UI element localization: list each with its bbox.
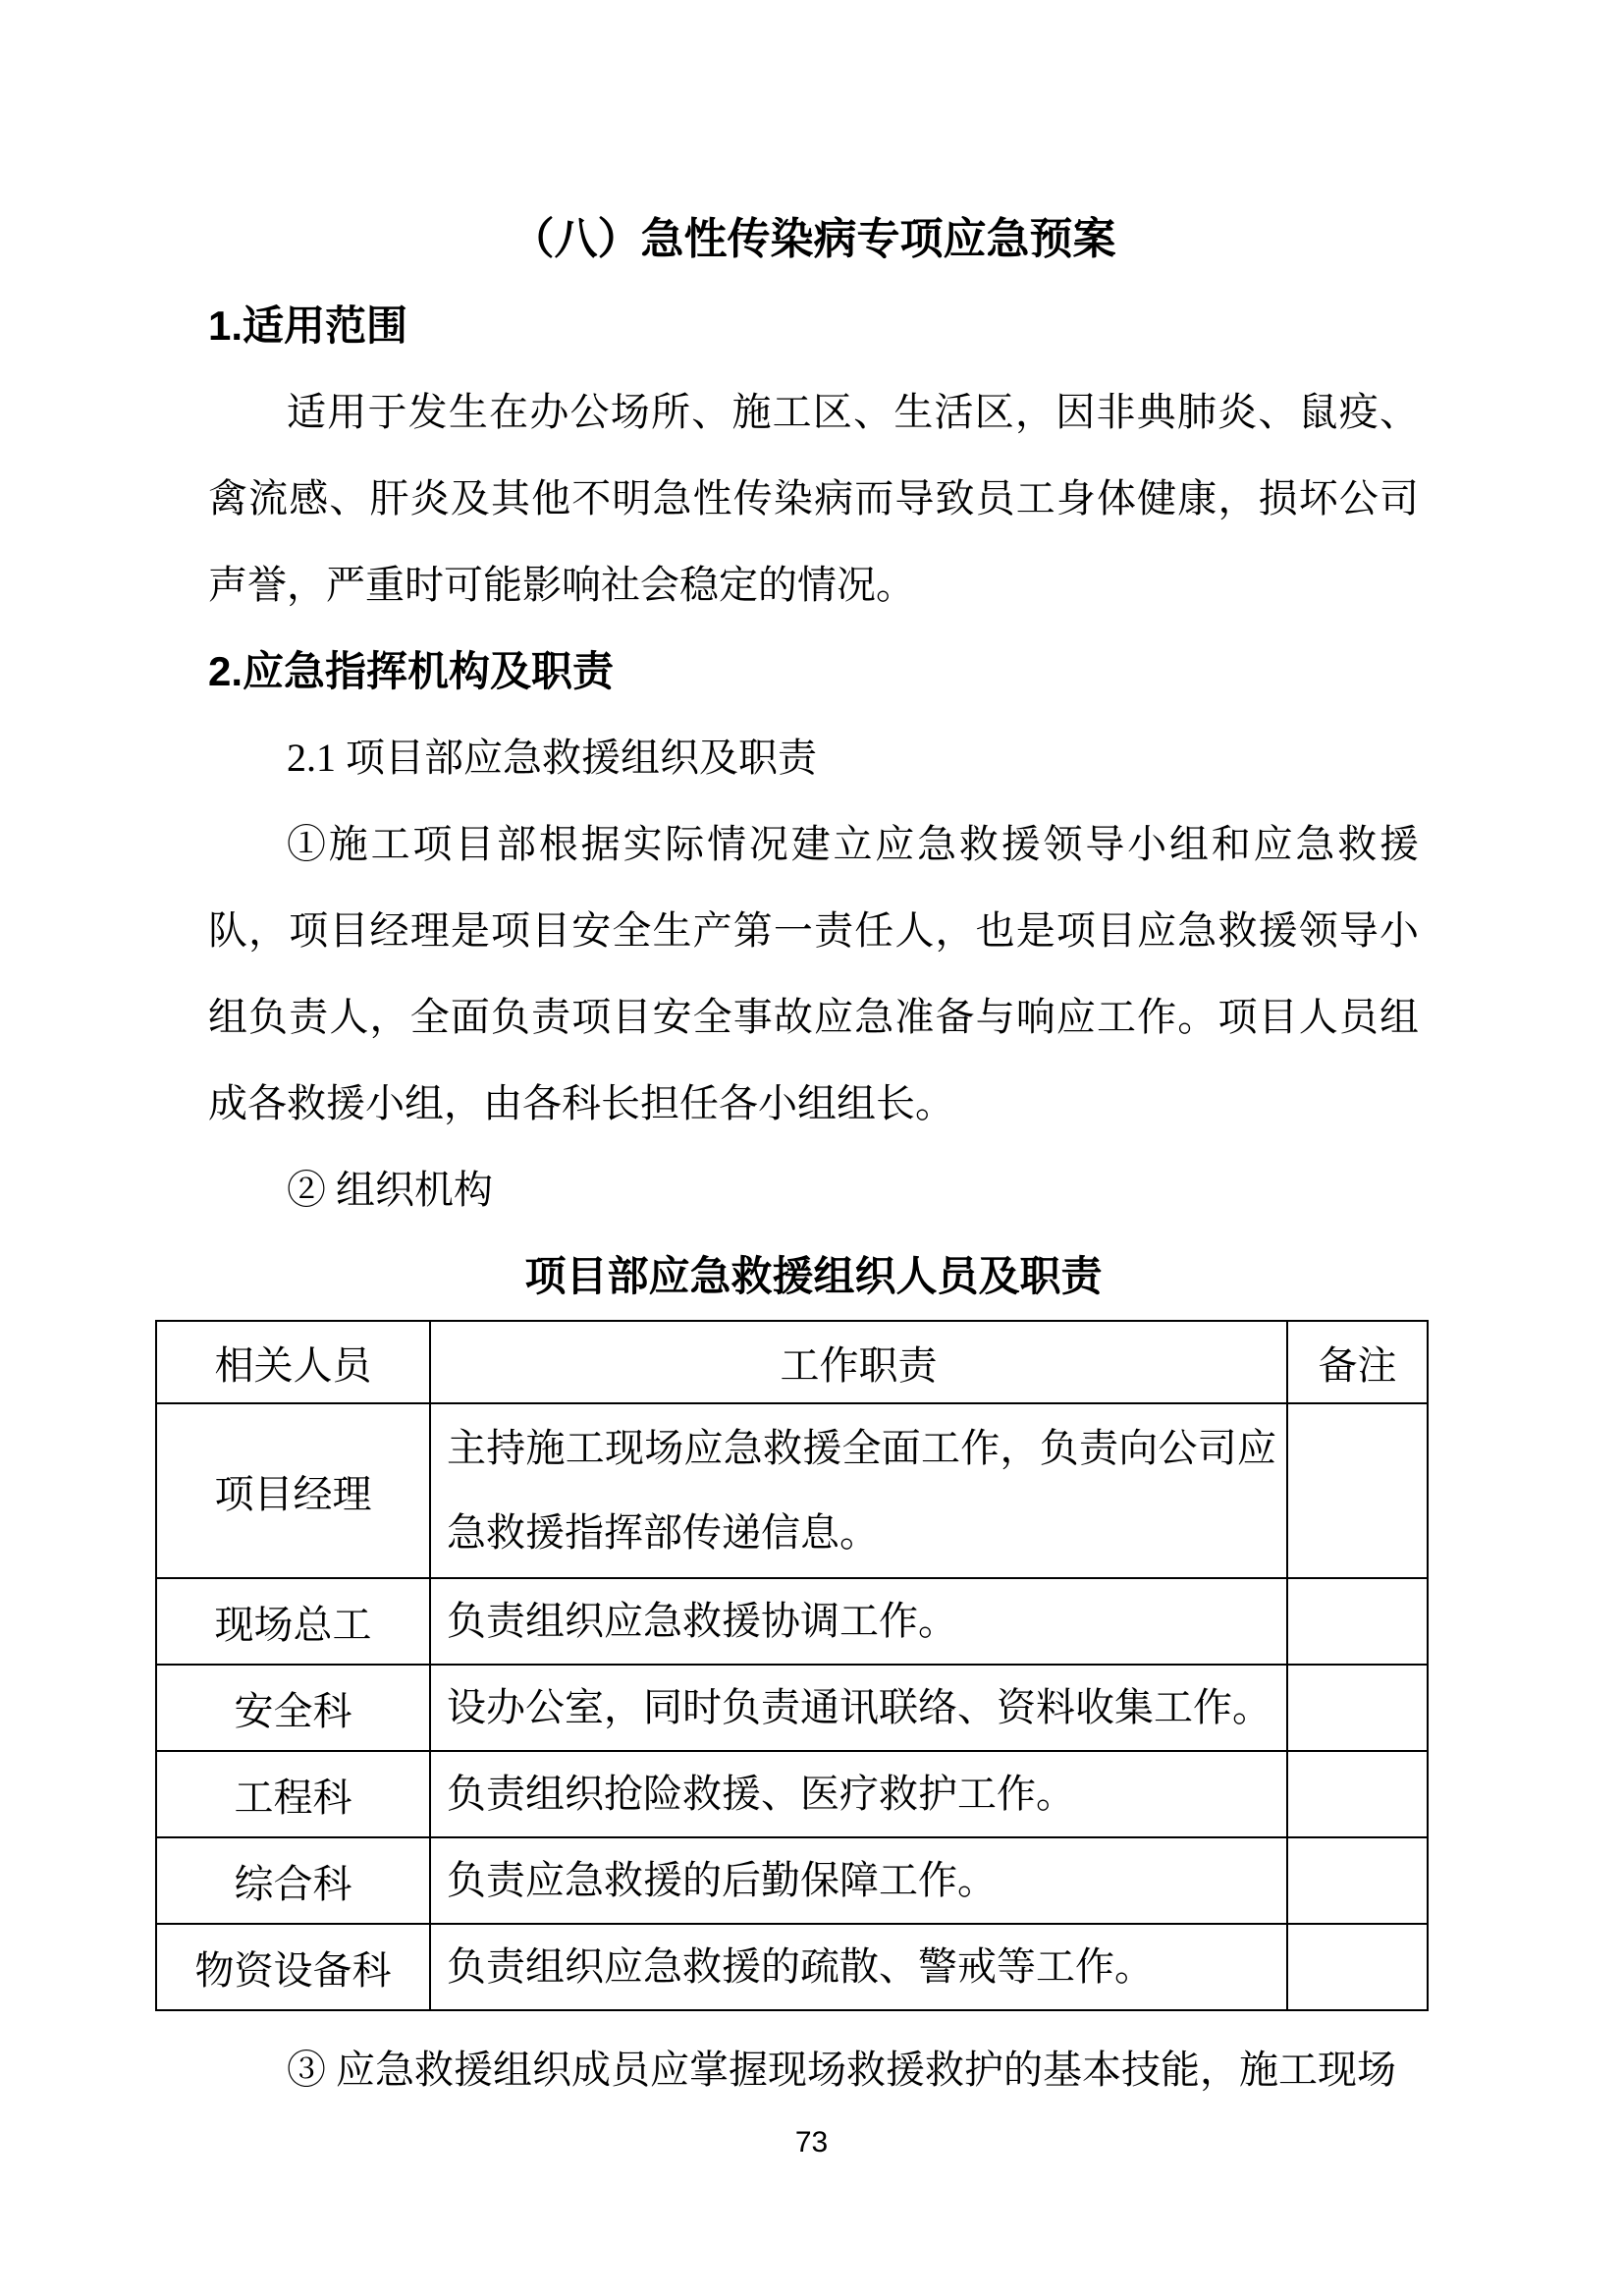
duty-cell: 负责组织应急救援的疏散、警戒等工作。 [430, 1924, 1287, 2010]
duty-cell: 负责组织应急救援协调工作。 [430, 1578, 1287, 1665]
note-cell [1287, 1578, 1428, 1665]
note-cell [1287, 1924, 1428, 2010]
column-header-duty: 工作职责 [430, 1321, 1287, 1403]
duty-cell: 负责组织抢险救援、医疗救护工作。 [430, 1751, 1287, 1837]
item-3-paragraph: ③ 应急救援组织成员应掌握现场救援救护的基本技能，施工现场 [287, 2048, 1396, 2092]
table-row [156, 1751, 1428, 1837]
subsection-2-1-heading: 2.1 项目部应急救援组织及职责 [287, 736, 817, 780]
item-1-paragraph: ①施工项目部根据实际情况建立应急救援领导小组和应急救援队，项目经理是项目安全生产第一责任人，也是项目应急救援领导小组负责人，全面负责项目安全事故应急准备与响应工作。项目人员组成各救援小组，由各科长担任各小组组长。 [208, 822, 1419, 1125]
column-header-note: 备注 [1287, 1321, 1428, 1403]
section-2-heading: 2.应急指挥机构及职责 [208, 648, 615, 694]
table-header-row [156, 1321, 1428, 1403]
document-title: （八）急性传染病专项应急预案 [511, 215, 1116, 263]
note-cell [1287, 1751, 1428, 1837]
column-header-person: 相关人员 [156, 1321, 430, 1403]
table-row [156, 1578, 1428, 1665]
item-2-paragraph: ② 组织机构 [287, 1168, 493, 1212]
duty-cell: 设办公室，同时负责通讯联络、资料收集工作。 [430, 1665, 1287, 1751]
note-cell [1287, 1837, 1428, 1924]
section-1-heading: 1.适用范围 [208, 302, 408, 349]
table-row [156, 1837, 1428, 1924]
person-cell: 安全科 [156, 1665, 430, 1751]
person-cell: 现场总工 [156, 1578, 430, 1665]
table-row [156, 1403, 1428, 1578]
note-cell [1287, 1403, 1428, 1578]
note-cell [1287, 1665, 1428, 1751]
table-row [156, 1665, 1428, 1751]
person-cell: 综合科 [156, 1837, 430, 1924]
person-cell: 物资设备科 [156, 1924, 430, 2010]
person-cell: 工程科 [156, 1751, 430, 1837]
org-duty-table [155, 1320, 1429, 2011]
table-row [156, 1924, 1428, 2010]
duty-cell: 负责应急救援的后勤保障工作。 [430, 1837, 1287, 1924]
page-number: 73 [794, 2126, 829, 2159]
person-cell: 项目经理 [156, 1403, 430, 1578]
section-1-paragraph: 适用于发生在办公场所、施工区、生活区，因非典肺炎、鼠疫、禽流感、肝炎及其他不明急性传染病而导致员工身体健康，损坏公司声誉，严重时可能影响社会稳定的情况。 [208, 390, 1419, 607]
duty-cell: 主持施工现场应急救援全面工作，负责向公司应急救援指挥部传递信息。 [430, 1403, 1287, 1578]
org-table-title: 项目部应急救援组织人员及职责 [524, 1253, 1103, 1299]
